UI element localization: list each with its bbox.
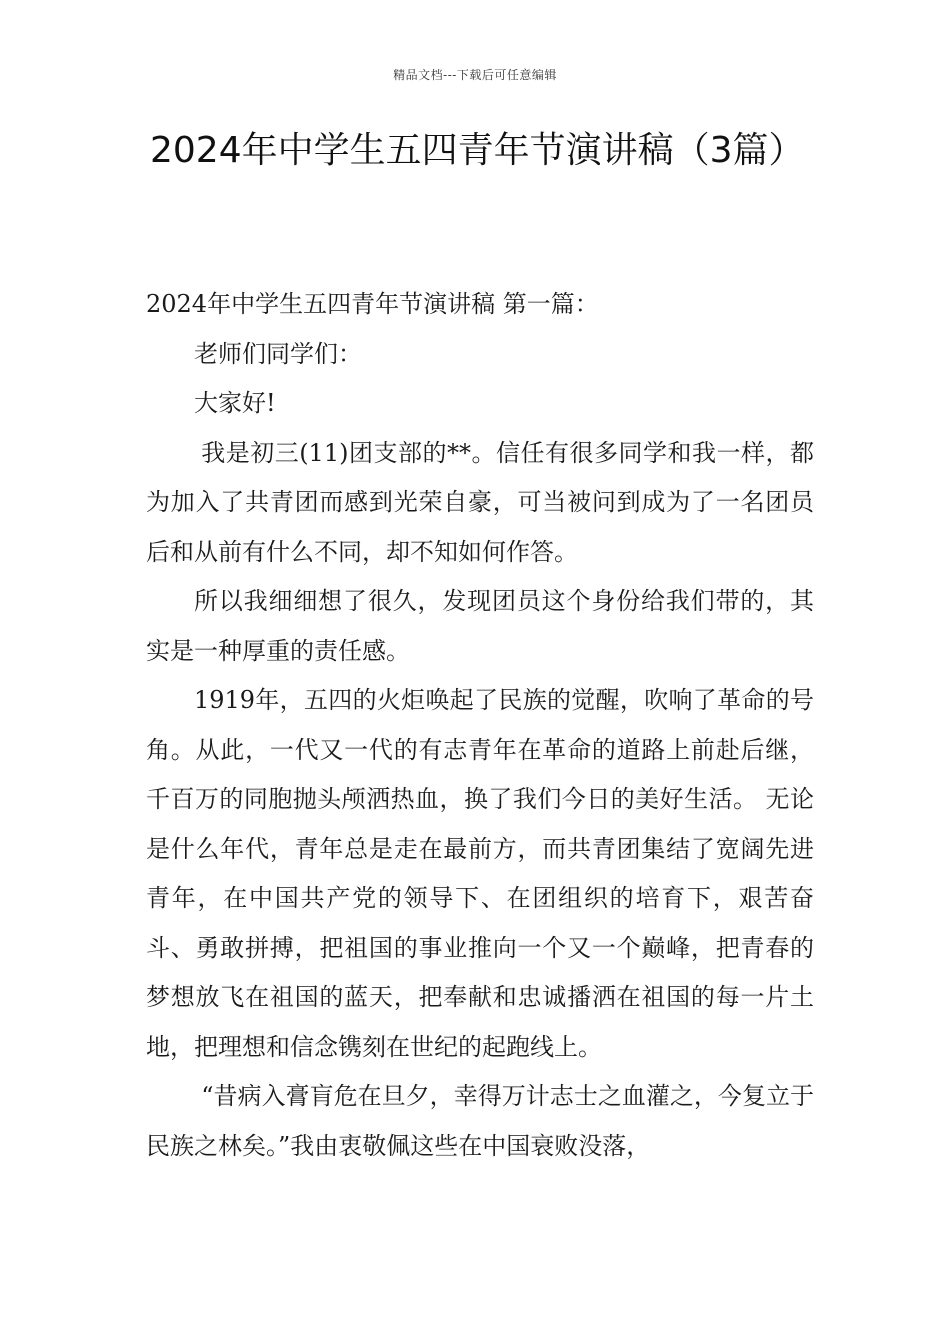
document-body [146,280,814,1171]
paragraph-hello: 大家好! [194,389,276,417]
paragraph-quote: “昔病入膏肓危在旦夕，幸得万计志士之血灌之，今复立于民族之林矣。”我由衷敬佩这些在中国衰败没落， [146,1082,814,1160]
section-heading: 2024年中学生五四青年节演讲稿 第一篇： [146,290,599,318]
paragraph-introduction: 我是初三(11)团支部的**。信任有很多同学和我一样，都为加入了共青团而感到光荣自豪，可当被问到成为了一名团员后和从前有什么不同，却不知如何作答。 [146,438,814,566]
paragraph-responsibility: 所以我细细想了很久，发现团员这个身份给我们带的，其实是一种厚重的责任感。 [146,587,814,665]
document-title: 2024年中学生五四青年节演讲稿（3篇） [150,130,805,171]
paragraph-greeting: 老师们同学们： [194,339,362,368]
paragraph-history: 1919年，五四的火炬唤起了民族的觉醒，吹响了革命的号角。从此，一代又一代的有志青年在革命的道路上前赴后继，千百万的同胞抛头颅洒热血，换了我们今日的美好生活。 无论是什么年代，青年总是走在最前方，而共青团集结了宽阔先进青年，在中国共产党的领导下、在团组织的培育下，艰苦奋斗、勇敢拼搏，把祖国的事业推向一个又一个巅峰，把青春的梦想放飞在祖国的蓝天，把奉献和忠诚播洒在祖国的每一片土地，把理想和信念镌刻在世纪的起跑线上。 [146,686,814,1061]
header-note: 精品文档---下载后可任意编辑 [393,68,557,82]
